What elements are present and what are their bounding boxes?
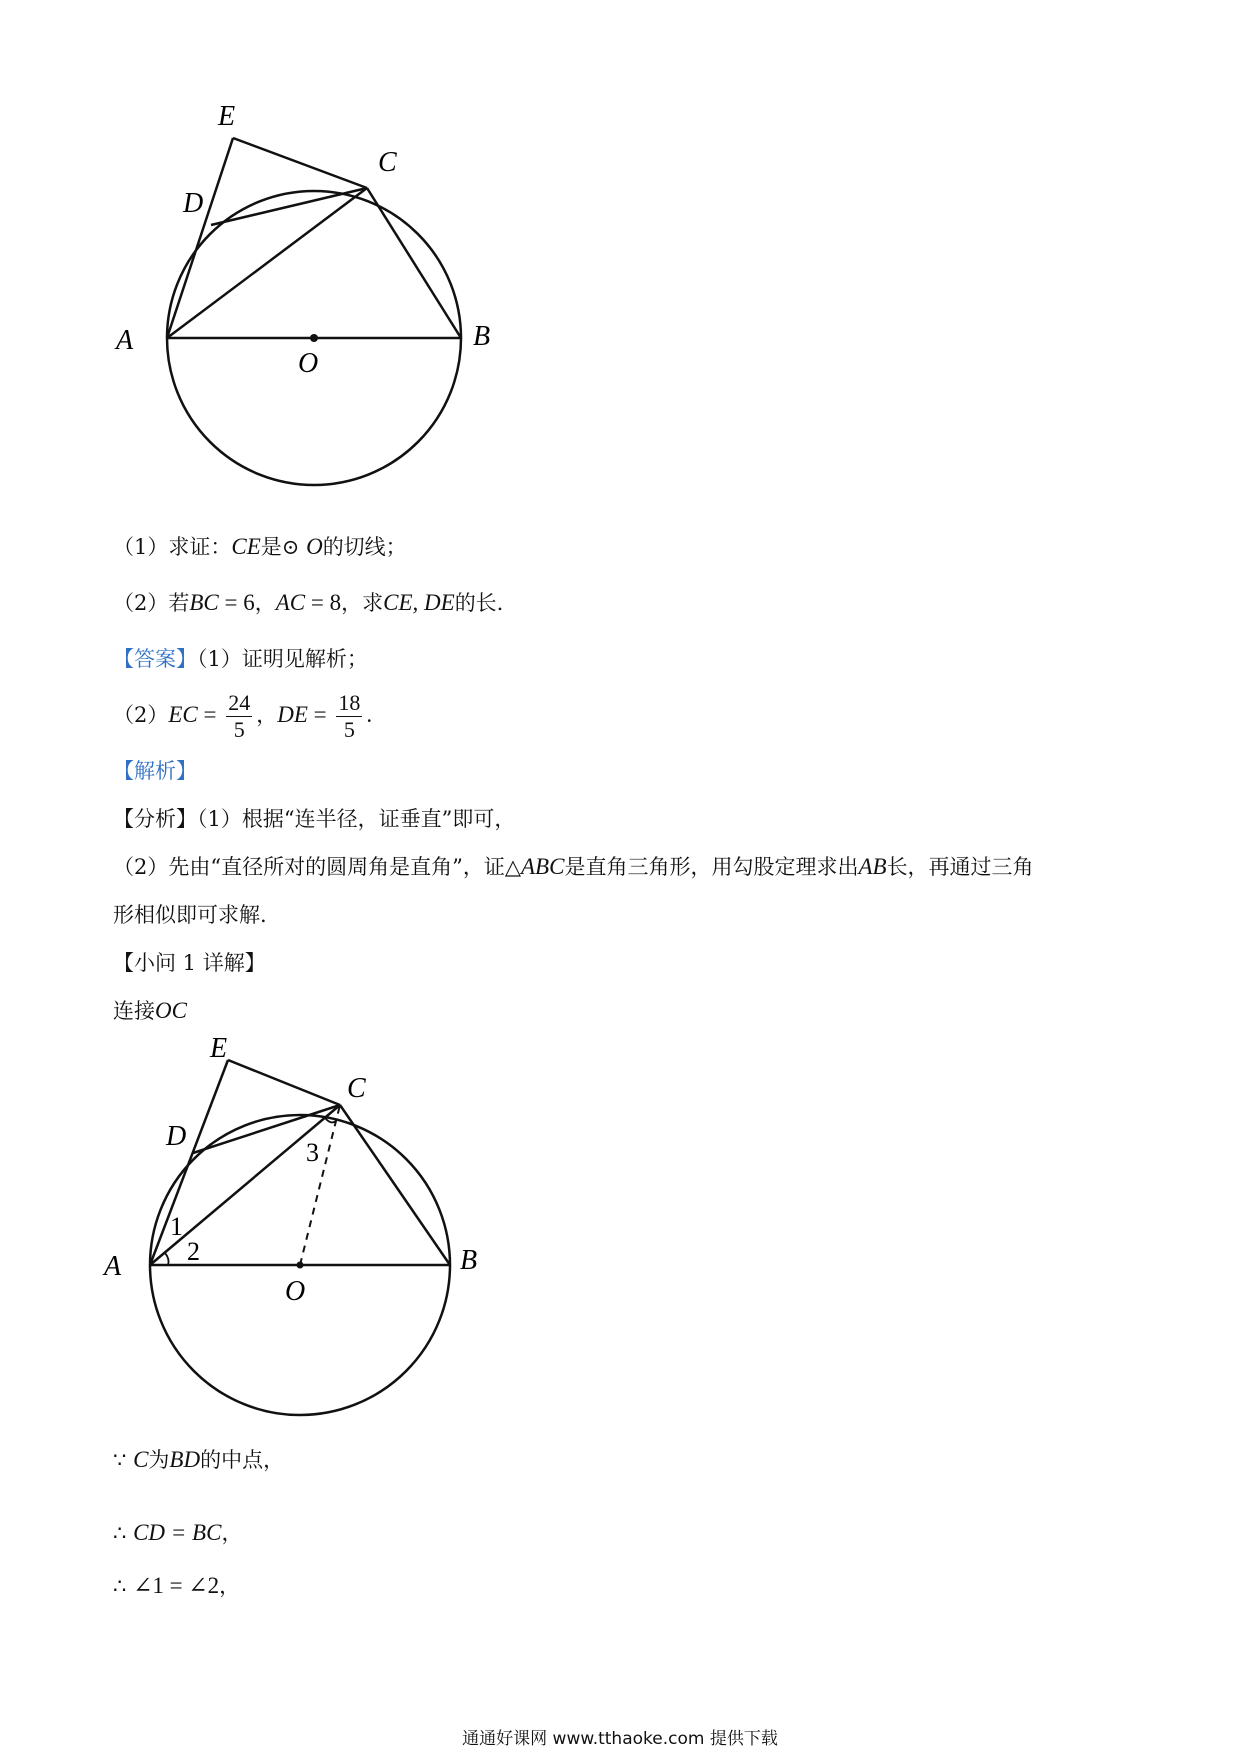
label-c: C [378,147,397,178]
center-point [310,334,318,342]
answer-tag: 【答案】 [113,647,197,671]
fraction-ec: $\frac{24}{5}$ [228,690,251,742]
answer-line: 【答案】（1）证明见解析； [113,647,368,671]
label-b: B [473,321,491,352]
question-1: （1）求证：CE是⊙ O的切线； [113,534,407,559]
figure-1 [100,95,520,515]
segment-ec [233,138,367,188]
circle-symbol: ⊙ [281,535,300,559]
segment-ec [228,1060,340,1105]
segment-cb [340,1105,450,1265]
triangle-symbol: △ [504,855,521,879]
label-a: A [104,1251,122,1282]
label-e: E [210,1035,228,1064]
analysis-line-1: 【分析】（1）根据“连半径，证垂直”即可， [113,807,516,831]
center-point [297,1262,304,1269]
connect-oc-line: 连接OC [113,998,187,1023]
segment-ae [150,1060,228,1265]
arc-bd: BD [169,1447,201,1472]
segment-cb [367,188,461,338]
angle-label-3: 3 [306,1138,319,1167]
angle-mark-a [165,1253,169,1265]
label-c: C [347,1073,366,1104]
analysis-line-3: 形相似即可求解. [113,903,267,927]
segment-oc-dashed [300,1105,340,1265]
analysis-tag: 【解析】 [113,759,197,783]
fraction-de: $\frac{18}{5}$ [338,690,361,742]
analysis-line-2: （2）先由“直径所对的圆周角是直角”，证△ABC是直角三角形，用勾股定理求出AB长，再通过三角 [113,854,1034,879]
question-2: （2）若BC = 6，AC = 8，求CE, DE的长. [113,590,504,615]
answer-2-line: （2）EC = $\frac{24}{5}$ ，DE = $\frac{18}{5}$ . [113,690,373,742]
sub-question-1-tag: 【小问 1 详解】 [113,951,266,975]
label-d: D [166,1121,187,1152]
step-3: ∴ ∠1 = ∠2， [113,1573,241,1598]
label-d: D [183,188,204,219]
label-o: O [298,348,319,379]
label-a: A [116,325,134,356]
figure-2 [100,1035,500,1435]
angle-label-2: 2 [187,1237,200,1266]
label-e: E [218,101,236,132]
step-1: ∵ C为BD的中点， [113,1447,285,1472]
label-b: B [460,1245,478,1276]
label-o: O [285,1276,306,1307]
step-2: ∴ CD = BC， [113,1520,243,1545]
angle-label-1: 1 [170,1212,183,1241]
segment-ae [167,138,233,338]
footer: 通通好课网 www.tthaoke.com 提供下载 [462,1729,778,1749]
